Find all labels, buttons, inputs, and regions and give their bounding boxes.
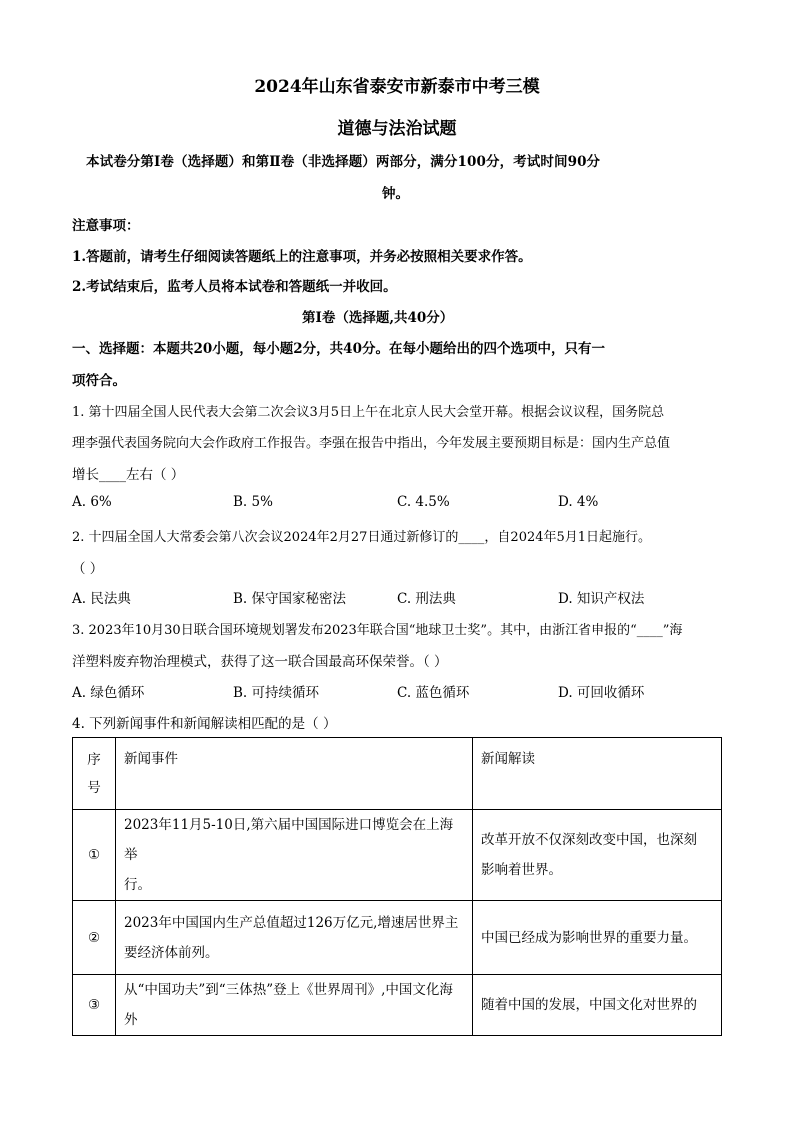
row-reading <box>473 810 722 901</box>
question-1-option-c: C. 4.5% <box>397 494 450 510</box>
question-1-line-3: 增长____左右（ ） <box>72 467 185 483</box>
table-row <box>73 975 722 1036</box>
question-3-option-b: B. 可持续循环 <box>233 685 320 701</box>
header-reading: 新闻解读 <box>473 738 722 810</box>
row-event <box>116 975 473 1036</box>
question-1-option-d: D. 4% <box>558 494 599 510</box>
row-reading-line-1: 随着中国的发展，中国文化对世界的 <box>481 997 697 1013</box>
exam-title: 2024年山东省泰安市新泰市中考三模 <box>254 77 540 97</box>
question-1-line-2: 理李强代表国务院向大会作政府工作报告。李强在报告中指出，今年发展主要预期目标是：国内生产总值 <box>72 436 671 451</box>
row-event <box>116 810 473 901</box>
intro-line-1: 本试卷分第Ⅰ卷（选择题）和第Ⅱ卷（非选择题）两部分，满分100分，考试时间90分 <box>86 154 601 170</box>
row-event-line-2: 要经济体前列。 <box>124 944 219 961</box>
question-1-line-1: 1. 第十四届全国人民代表大会第二次会议3月5日上午在北京人民大会堂开幕。根据会议议程，国务院总 <box>72 405 665 420</box>
row-event <box>116 901 473 975</box>
table-row <box>73 901 722 975</box>
question-2-option-b: B. 保守国家秘密法 <box>233 591 347 607</box>
question-2-option-a: A. 民法典 <box>72 591 131 607</box>
question-3-option-d: D. 可回收循环 <box>558 685 645 701</box>
row-reading-line-1: 改革开放不仅深刻改变中国，也深刻 <box>481 832 697 848</box>
notice-item-2: 2.考试结束后，监考人员将本试卷和答题纸一并收回。 <box>72 279 397 295</box>
row-reading <box>473 901 722 975</box>
table-header-row <box>73 738 722 810</box>
question-1-option-b: B. 5% <box>233 494 273 510</box>
news-table <box>72 737 722 1036</box>
question-3-line-1: 3. 2023年10月30日联合国环境规划署发布2023年联合国“地球卫士奖”。其中，由浙江省申报的“____”海 <box>72 623 683 638</box>
row-reading-line-2: 影响着世界。 <box>481 862 562 878</box>
header-event: 新闻事件 <box>116 738 473 810</box>
intro-line-2: 钟。 <box>382 186 409 202</box>
section-desc-line-2: 项符合。 <box>72 373 126 389</box>
row-reading-line-1: 中国已经成为影响世界的重要力量。 <box>481 929 697 946</box>
question-2-option-c: C. 刑法典 <box>397 591 456 607</box>
row-number: ③ <box>73 975 116 1036</box>
question-2-line-2: （ ） <box>72 561 104 577</box>
row-reading <box>473 975 722 1036</box>
row-event-line-2: 行。 <box>124 877 151 893</box>
row-event-line-1: 从“中国功夫”到“三体热”登上《世界周刊》,中国文化海外 <box>124 982 453 1028</box>
question-3-option-c: C. 蓝色循环 <box>397 685 470 701</box>
notice-item-1: 1.答题前，请考生仔细阅读答题纸上的注意事项，并务必按照相关要求作答。 <box>72 249 532 265</box>
table-row <box>73 810 722 901</box>
question-3-line-2: 洋塑料废弃物治理模式，获得了这一联合国最高环保荣誉。（ ） <box>72 654 448 670</box>
header-number: 序号 <box>73 738 116 810</box>
section-title: 第Ⅰ卷（选择题,共40分） <box>302 310 454 326</box>
section-desc-line-1: 一、选择题：本题共20小题，每小题2分，共40分。在每小题给出的四个选项中，只有一 <box>72 341 605 357</box>
notice-heading: 注意事项： <box>72 218 140 234</box>
question-2-line-1: 2. 十四届全国人大常委会第八次会议2024年2月27日通过新修订的____，自2024年5月1日起施行。 <box>72 530 652 545</box>
row-event-line-1: 2023年中国国内生产总值超过126万亿元,增速居世界主 <box>124 914 459 931</box>
question-3-option-a: A. 绿色循环 <box>72 685 145 701</box>
row-event-line-1: 2023年11月5-10日,第六届中国国际进口博览会在上海举 <box>124 817 454 863</box>
question-4-line-1: 4. 下列新闻事件和新闻解读相匹配的是（ ） <box>72 716 337 732</box>
row-number: ② <box>73 901 116 975</box>
exam-subtitle: 道德与法治试题 <box>337 119 457 139</box>
row-number: ① <box>73 810 116 901</box>
question-2-option-d: D. 知识产权法 <box>558 591 645 607</box>
question-1-option-a: A. 6% <box>72 494 112 510</box>
